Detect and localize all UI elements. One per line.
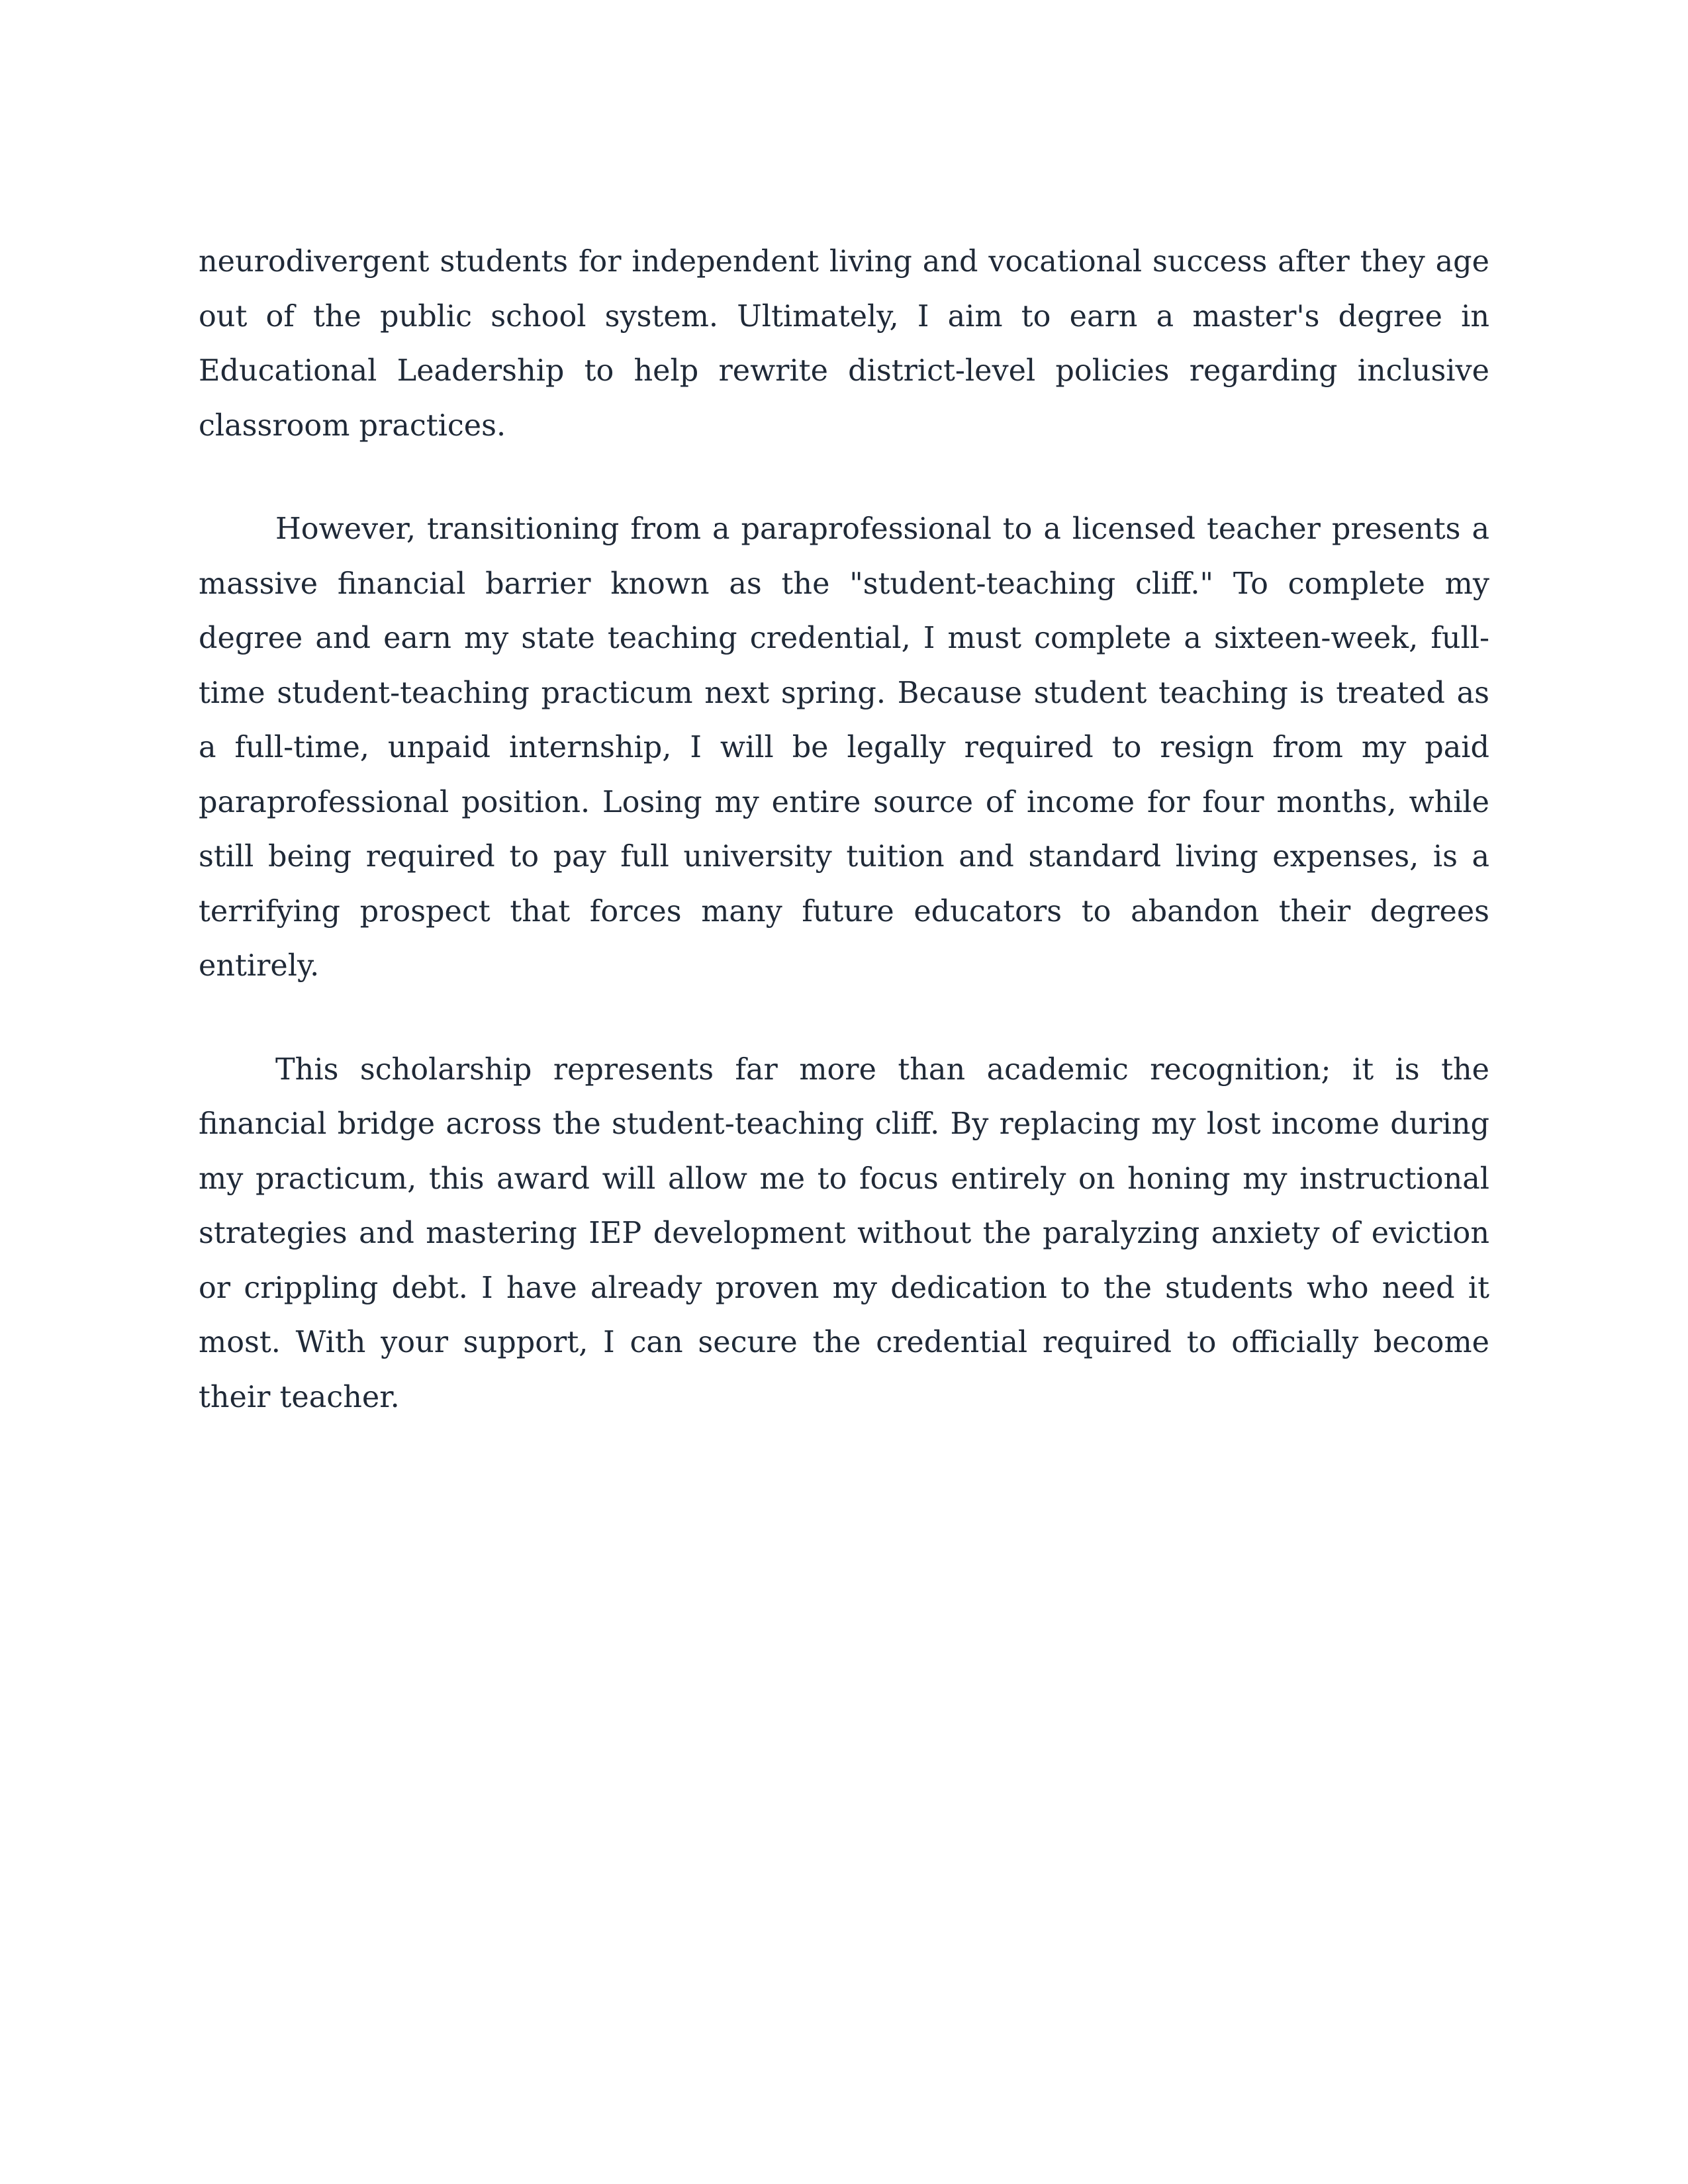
paragraph-financial-barrier: However, transitioning from a paraprofessional to a licensed teacher presents a massive financial barrier known as the "student-teaching cliff." To complete my degree and earn my state teaching credential, I must complete a sixteen-week, full-time student-teaching practicum next spring. Because student teaching is treated as a full-time, unpaid internship, I will be legally required to resign from my paid paraprofessional position. Losing my entire source of income for four months, while still being required to pay full university tuition and standard living expenses, is a terrifying prospect that forces many future educators to abandon their degrees entirely. <box>199 512 1489 983</box>
essay-body <box>199 235 1489 1474</box>
paragraph-scholarship-impact: This scholarship represents far more than academic recognition; it is the financial bridge across the student-teaching cliff. By replacing my lost income during my practicum, this award will allow me to focus entirely on honing my instructional strategies and mastering IEP development without the paralyzing anxiety of eviction or crippling debt. I have already proven my dedication to the students who need it most. With your support, I can secure the credential required to officially become their teacher. <box>199 1052 1489 1414</box>
paragraph-continuation: neurodivergent students for independent living and vocational success after they age out of the public school system. Ultimately, I aim to earn a master's degree in Educational Leadership to help rewrite district-level policies regarding inclusive classroom practices. <box>199 245 1489 443</box>
